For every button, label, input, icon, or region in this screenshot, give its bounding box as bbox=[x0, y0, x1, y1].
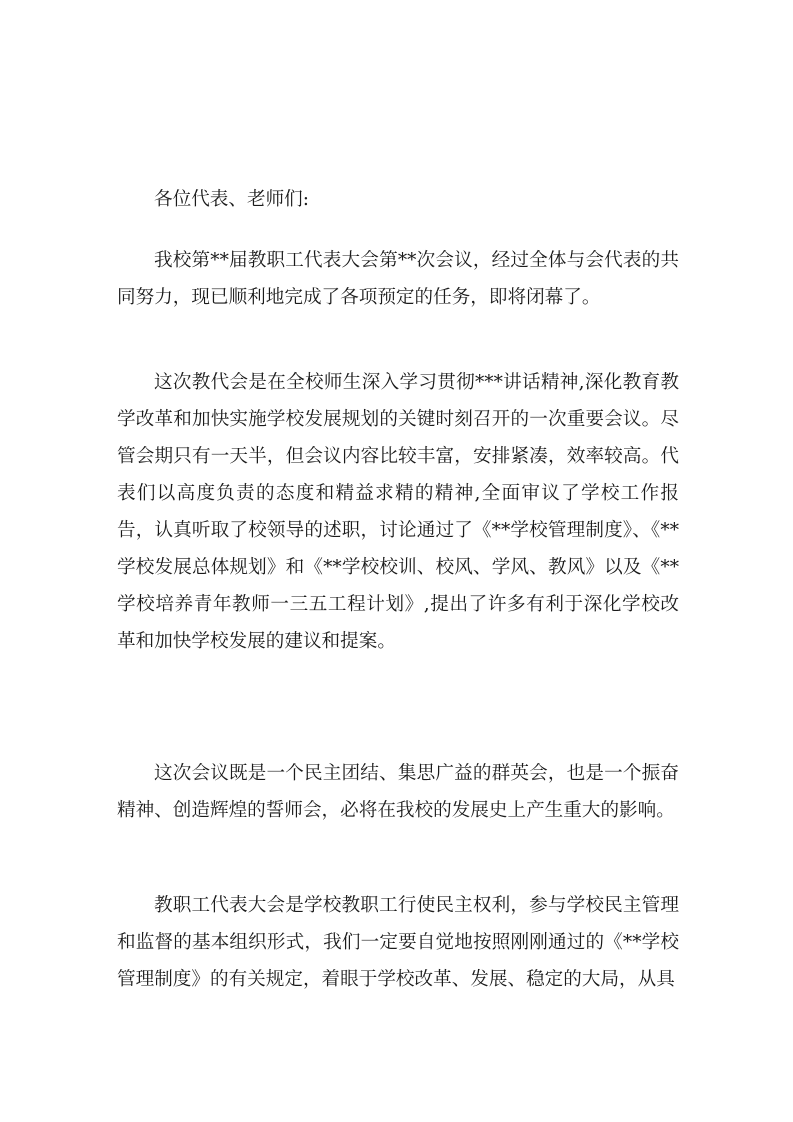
salutation: 各位代表、老师们: bbox=[154, 189, 310, 210]
paragraph-3: 这次会议既是一个民主团结、集思广益的群英会，也是一个振奋精神、创造辉煌的誓师会，必将在我校的发展史上产生重大的影响。 bbox=[117, 763, 679, 821]
paragraph-2: 这次教代会是在全校师生深入学习贯彻***讲话精神,深化教育教学改革和加快实施学校发展规划的关键时刻召开的一次重要会议。尽管会期只有一天半，但会议内容比较丰富，安排紧凑，效率较高。代表们以高度负责的态度和精益求精的精神,全面审议了学校工作报告，认真听取了校领导的述职，讨论通过了《**学校管理制度》、《**学校发展总体规划》和《**学校校训、校风、学风、教风》以及《**学校培养青年教师一三五工程计划》,提出了许多有利于深化学校改革和加快学校发展的建议和提案。 bbox=[117, 372, 679, 652]
paragraph-4: 教职工代表大会是学校教职工行使民主权利，参与学校民主管理和监督的基本组织形式，我们一定要自觉地按照刚刚通过的《**学校管理制度》的有关规定，着眼于学校改革、发展、稳定的大局，从具 bbox=[117, 895, 679, 990]
paragraph-1: 我校第**届教职工代表大会第**次会议，经过全体与会代表的共同努力，现已顺利地完成了各项预定的任务，即将闭幕了。 bbox=[117, 250, 679, 308]
